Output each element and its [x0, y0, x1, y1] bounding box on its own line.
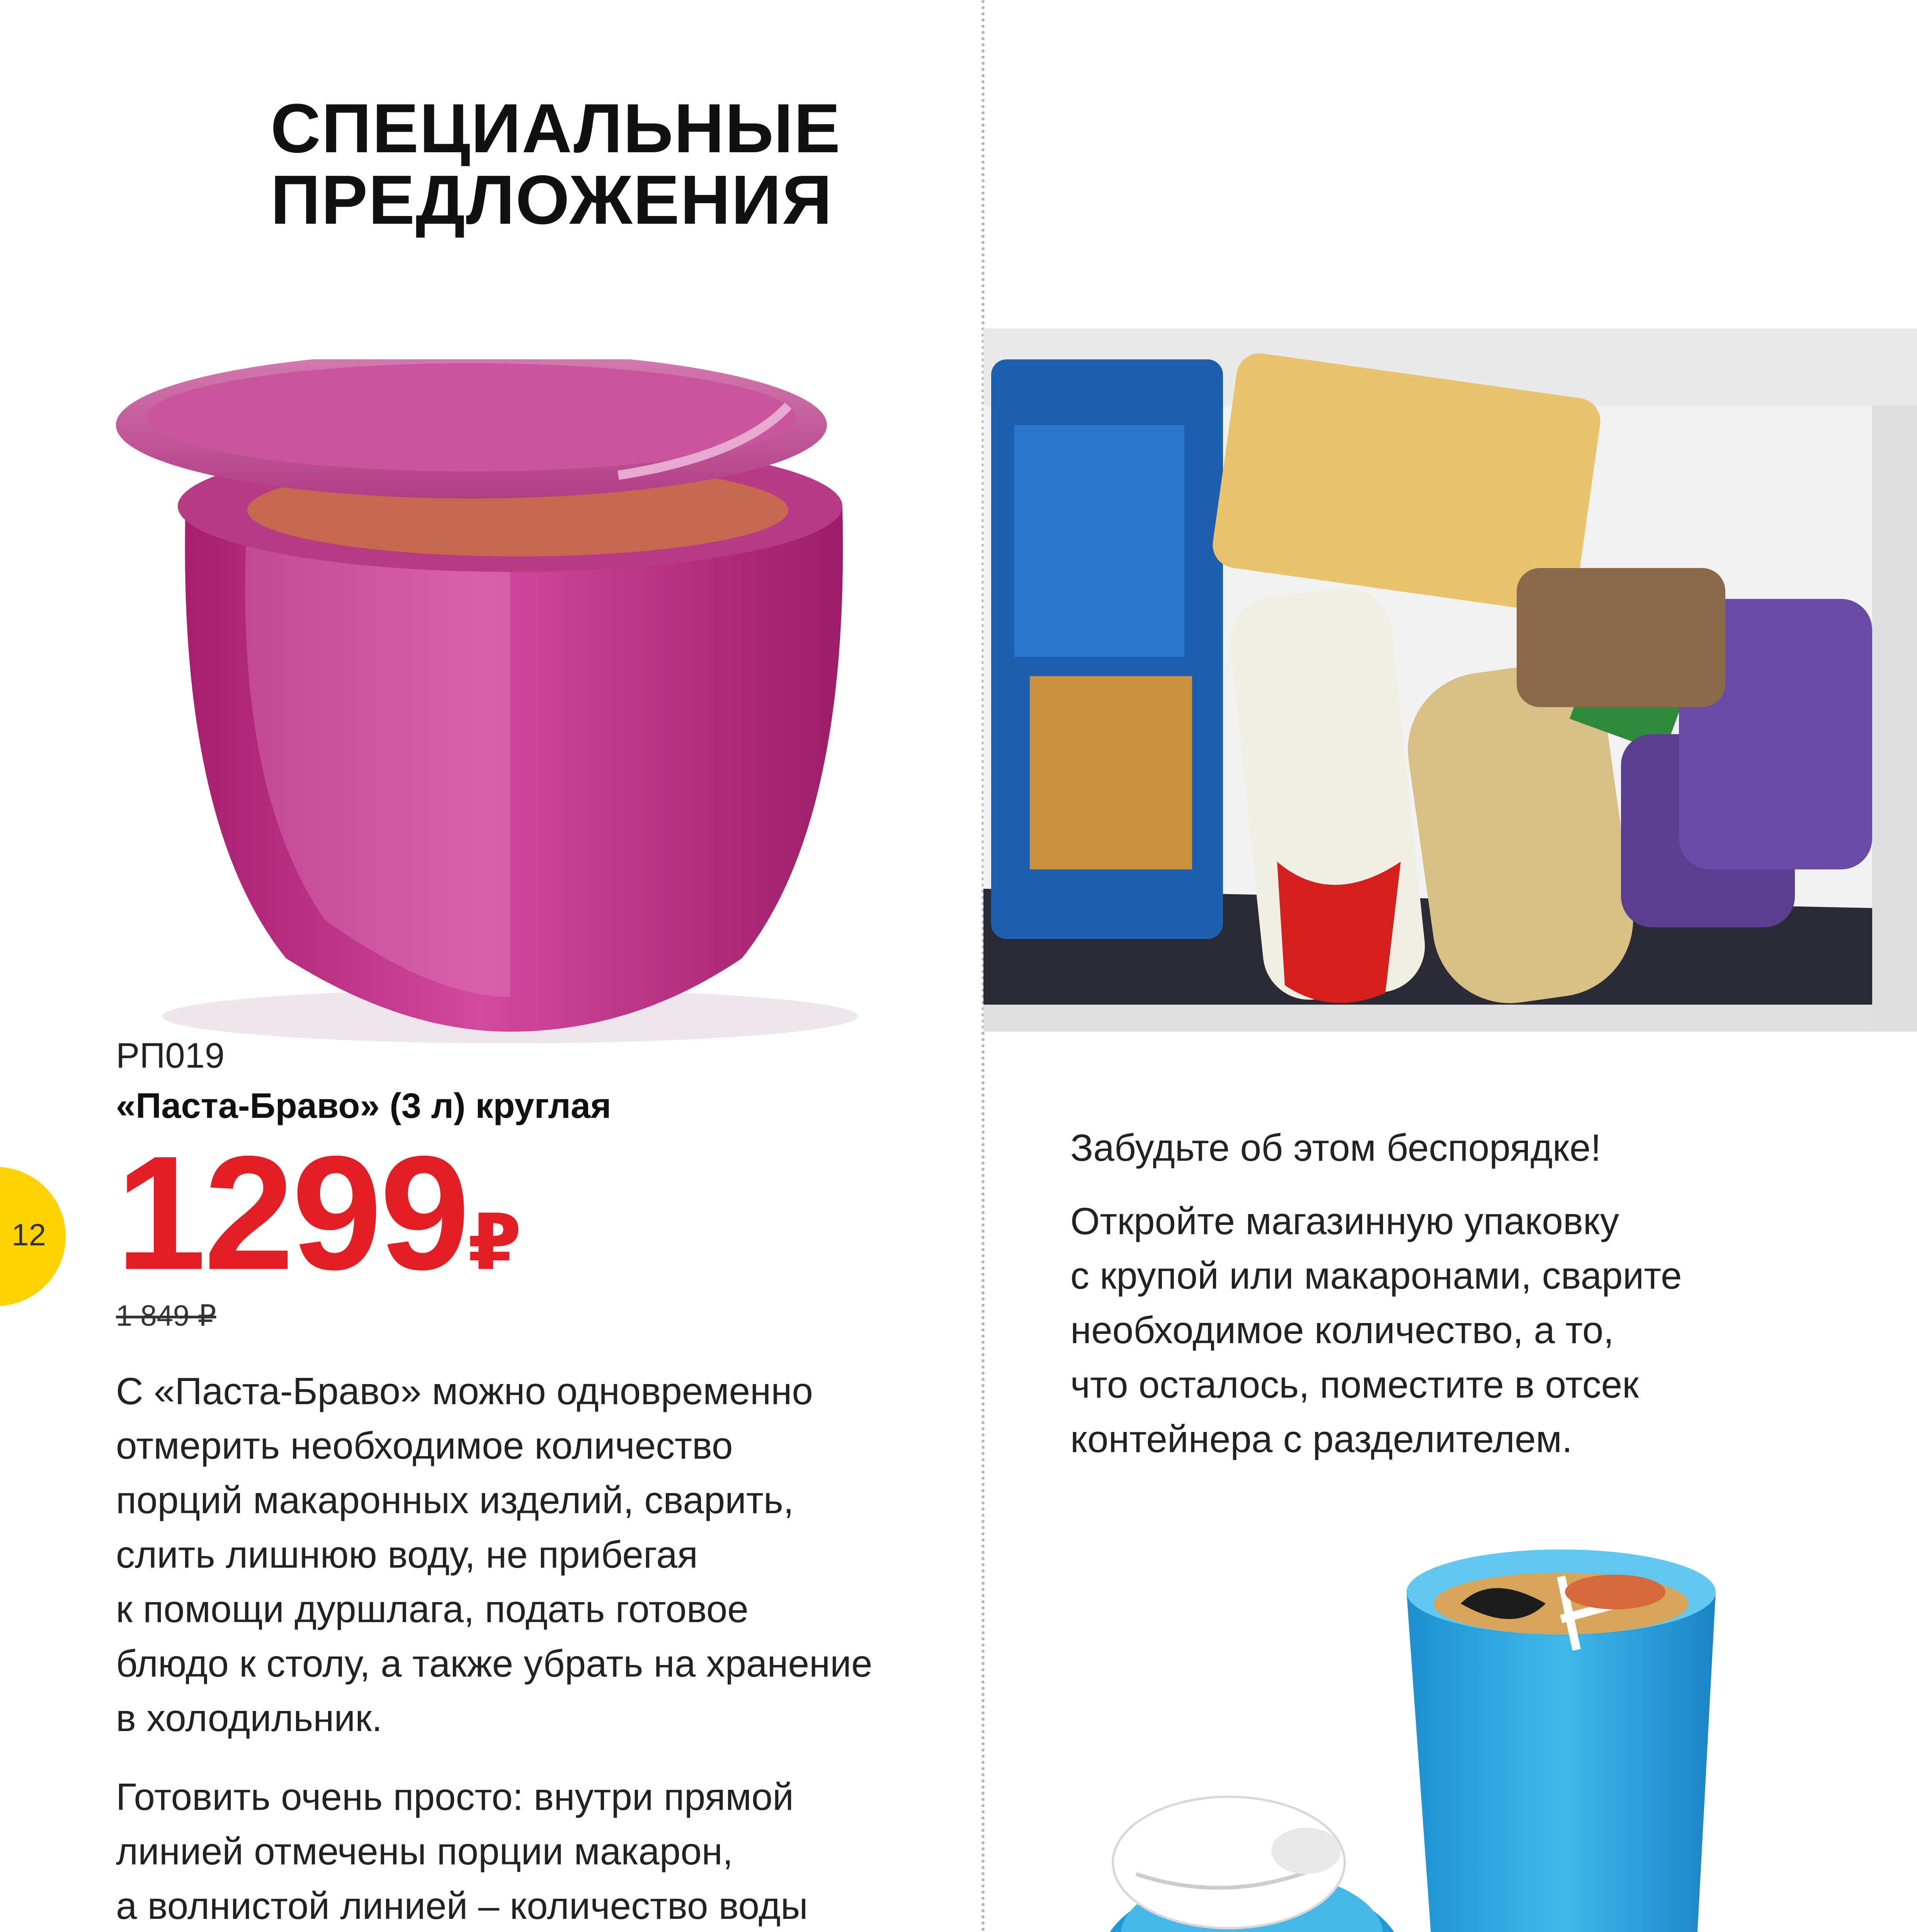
product-code: РП019	[116, 1036, 225, 1075]
intro-text: Откройте магазинную упаковку с крупой или макаронами, сварите необходимое количество, а то, что осталось, поместите в отсек контейнера с разделителем.	[1070, 1200, 1682, 1460]
pantry-mess-photo	[983, 328, 1917, 1032]
product-description: С «Паста-Браво» можно одновременно отмерить необходимое количество порций макаронных изделий, сварить, слить лишнюю воду, не прибегая к помощи дуршлага, подать готовое блюдо к столу, а также убрать на хранение в холодильник.	[116, 1370, 873, 1739]
pasta-bravo-bowl-image	[85, 359, 935, 1047]
product-description-2: Готовить очень просто: внутри прямой линией отмечены порции макарон, а волнистой линией – количество воды	[116, 1776, 808, 1927]
currency-symbol: ₽	[468, 1199, 522, 1286]
product-name: «Паста-Браво» (3 л) круглая	[116, 1086, 611, 1126]
price-block	[116, 1122, 522, 1324]
page-title: СПЕЦИАЛЬНЫЕ ПРЕДЛОЖЕНИЯ	[270, 90, 841, 239]
price-value: 1299	[116, 1122, 468, 1304]
page-number: 12	[12, 1218, 46, 1252]
intro-headline: Забудьте об этом беспорядке!	[1070, 1126, 1601, 1169]
divider-container-image	[1090, 1526, 1747, 1932]
old-price: 1 849 ₽	[116, 1299, 216, 1332]
